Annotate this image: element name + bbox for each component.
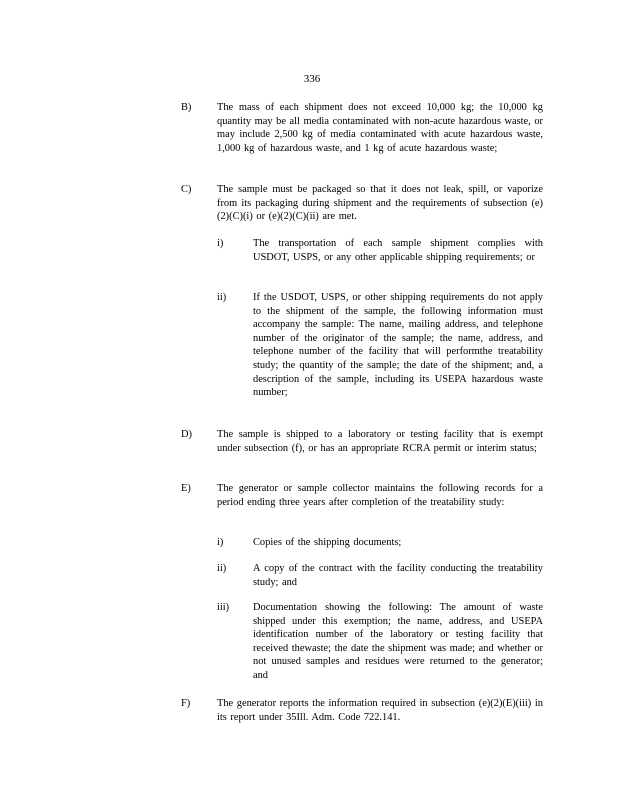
subparagraph-text: Documentation showing the following: The amount of waste shipped under this exemption; the name, address, and USEPA identification number of the laboratory or testing facility that received thewaste; the date the shipment was made; and whether or not unused samples and residues were returned to the generator; and xyxy=(253,602,543,681)
paragraph-label: D) xyxy=(181,429,192,440)
subparagraph-label: ii) xyxy=(217,292,227,303)
page-number: 336 xyxy=(303,73,321,85)
subparagraph-label: ii) xyxy=(217,563,227,574)
subparagraph-label: i) xyxy=(217,537,224,548)
subparagraph-text: A copy of the contract with the facility conducting the treatability study; and xyxy=(253,563,543,588)
paragraph-text: The sample must be packaged so that it does not leak, spill, or vaporize from its packaging during shipment and the requirements of subsection (e)(2)(C)(i) or (e)(2)(C)(ii) are met. xyxy=(217,184,543,223)
paragraph-label: F) xyxy=(181,698,191,709)
paragraph-text: The sample is shipped to a laboratory or testing facility that is exempt under subsection (f), or has an appropriate RCRA permit or interim status; xyxy=(217,429,543,454)
paragraph-text: The mass of each shipment does not exceed 10,000 kg; the 10,000 kg quantity may be all media contaminated with non-acute hazardous waste, or may include 2,500 kg of media contaminated with acute hazardous waste, 1,000 kg of hazardous waste, and 1 kg of acute hazardous waste; xyxy=(217,102,543,154)
subparagraph-text: The transportation of each sample shipment complies with USDOT, USPS, or any other applicable shipping requirements; or xyxy=(253,238,543,263)
subparagraph-label: iii) xyxy=(217,602,230,613)
paragraph-text: The generator or sample collector maintains the following records for a period ending three years after completion of the treatability study: xyxy=(217,483,543,508)
paragraph-label: E) xyxy=(181,483,191,494)
paragraph-label: C) xyxy=(181,184,192,195)
subparagraph-label: i) xyxy=(217,238,224,249)
subparagraph-text: Copies of the shipping documents; xyxy=(253,537,402,548)
paragraph-label: B) xyxy=(181,102,192,113)
paragraph-text: The generator reports the information required in subsection (e)(2)(E)(iii) in its report under 35Ill. Adm. Code 722.141. xyxy=(217,698,543,723)
subparagraph-text: If the USDOT, USPS, or other shipping requirements do not apply to the shipment of the sample, the following information must accompany the sample: The name, mailing address, and telephone number of the originator of the sample; the name, address, and telephone number of the facility that will performthe treatability study; the quantity of the sample; the date of the shipment; and, a description of the sample, including its USEPA hazardous waste number; xyxy=(253,292,543,399)
